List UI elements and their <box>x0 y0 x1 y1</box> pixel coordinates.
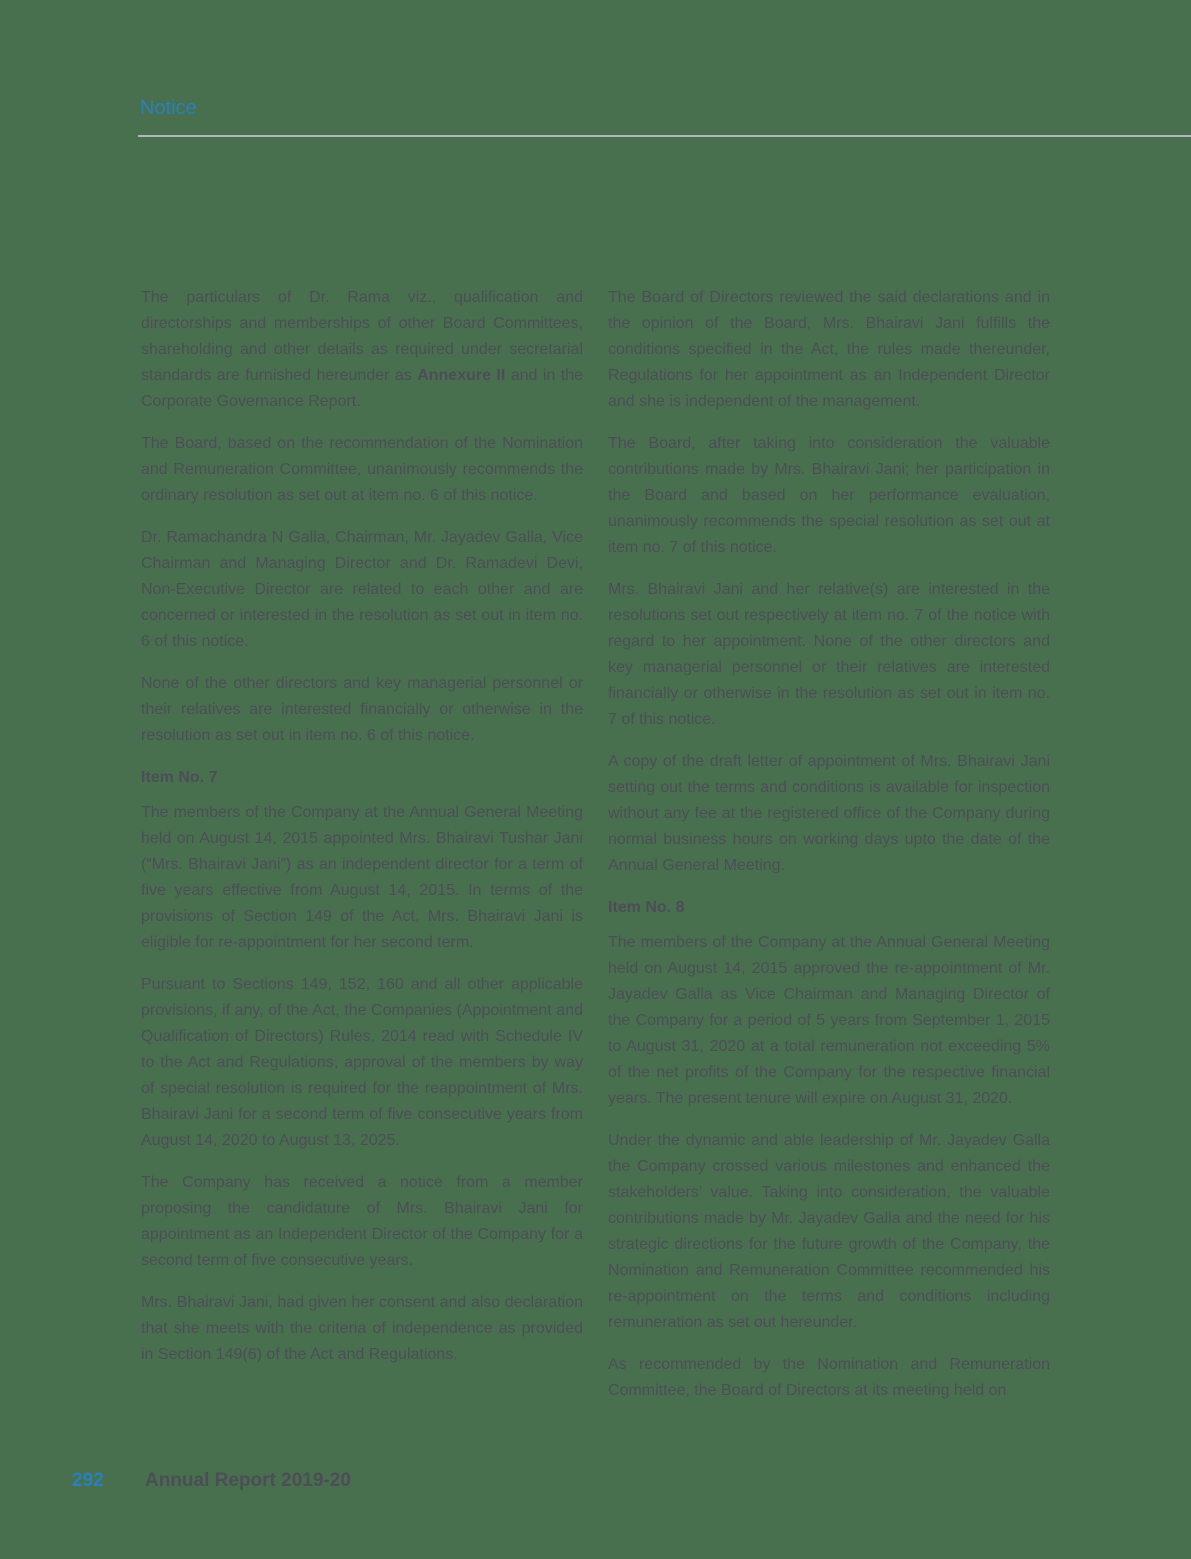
body-paragraph <box>141 800 583 956</box>
text-run: As recommended by the Nomination and Remuneration Committee, the Board of Directors at its meeting held on <box>608 1356 1050 1399</box>
text-run: Pursuant to Sections 149, 152, 160 and all other applicable provisions, if any, of the Act, the Companies (Appointment and Qualification of Directors) Rules, 2014 read with Schedule IV to the Act and Regulations, approval of the members by way of special resolution is required for the reappointment of Mrs. Bhairavi Jani for a second term of five consecutive years from August 14, 2020 to August 13, 2025. <box>141 976 583 1149</box>
text-run: Mrs. Bhairavi Jani and her relative(s) are interested in the resolutions set out respectively at item no. 7 of the notice with regard to her appointment. None of the other directors and key managerial personnel or their relatives are interested financially or otherwise in the resolution as set out in item no. 7 of this notice. <box>608 581 1050 728</box>
body-paragraph <box>141 431 583 509</box>
content-columns <box>141 285 1050 1420</box>
bold-text-run: Item No. 7 <box>141 769 218 786</box>
body-paragraph <box>608 1128 1050 1336</box>
body-paragraph <box>141 1170 583 1274</box>
right-column <box>608 285 1050 1420</box>
header-divider <box>138 135 1191 137</box>
text-run: and in the Corporate Governance Report. <box>141 367 584 410</box>
body-paragraph <box>608 285 1050 415</box>
body-paragraph <box>141 1290 583 1368</box>
bold-text-run: Annexure II <box>417 367 506 384</box>
text-run: None of the other directors and key managerial personnel or their relatives are interested financially or otherwise in the resolution as set out in item no. 6 of this notice. <box>141 675 583 744</box>
body-paragraph <box>141 525 583 655</box>
text-run: The particulars of Dr. Rama viz., qualification and directorships and memberships of other Board Committees, shareholding and other details as required under secretarial standards are furnished hereunder as <box>141 289 583 384</box>
text-run: The members of the Company at the Annual General Meeting held on August 14, 2015 approved the re-appointment of Mr. Jayadev Galla as Vice Chairman and Managing Director of the Company for a period of 5 years from September 1, 2015 to August 31, 2020 at a total remuneration not exceeding 5% of the net profits of the Company for the respective financial years. The present tenure will expire on August 31, 2020. <box>608 934 1050 1107</box>
item-heading <box>608 895 1050 921</box>
text-run: Under the dynamic and able leadership of Mr. Jayadev Galla the Company crossed various milestones and enhanced the stakeholders’ value. Taking into consideration, the valuable contributions made by Mr. Jayadev Galla and the need for his strategic directions for the future growth of the Company, the Nomination and Remuneration Committee recommended his re-appointment on the terms and conditions including remuneration as set out hereunder. <box>608 1132 1050 1331</box>
body-paragraph <box>141 972 583 1154</box>
body-paragraph <box>141 285 583 415</box>
text-run: The members of the Company at the Annual General Meeting held on August 14, 2015 appointed Mrs. Bhairavi Tushar Jani (“Mrs. Bhairavi Jani”) as an independent director for a term of five years effective from August 14, 2015. In terms of the provisions of Section 149 of the Act, Mrs. Bhairavi Jani is eligible for re-appointment for her second term. <box>141 804 583 951</box>
body-paragraph <box>608 1352 1050 1404</box>
text-run: Mrs. Bhairavi Jani, had given her consent and also declaration that she meets with the criteria of independence as provided in Section 149(6) of the Act and Regulations. <box>141 1294 583 1363</box>
left-column <box>141 285 583 1420</box>
text-run: A copy of the draft letter of appointment of Mrs. Bhairavi Jani setting out the terms and conditions is available for inspection without any fee at the registered office of the Company during normal business hours on working days upto the date of the Annual General Meeting. <box>608 753 1050 874</box>
body-paragraph <box>608 577 1050 733</box>
body-paragraph <box>608 930 1050 1112</box>
body-paragraph <box>141 671 583 749</box>
item-heading <box>141 765 583 791</box>
page-title: Notice <box>140 97 197 119</box>
text-run: The Board, based on the recommendation of the Nomination and Remuneration Committee, unanimously recommends the ordinary resolution as set out at item no. 6 of this notice. <box>141 435 583 504</box>
text-run: The Board, after taking into consideration the valuable contributions made by Mrs. Bhairavi Jani; her participation in the Board and based on her performance evaluation, unanimously recommends the special resolution as set out at item no. 7 of this notice. <box>608 435 1050 556</box>
bold-text-run: Item No. 8 <box>608 899 685 916</box>
text-run: The Company has received a notice from a member proposing the candidature of Mrs. Bhairavi Jani for appointment as an Independent Director of the Company for a second term of five consecutive years. <box>141 1174 583 1269</box>
text-run: Dr. Ramachandra N Galla, Chairman, Mr. Jayadev Galla, Vice Chairman and Managing Director and Dr. Ramadevi Devi, Non-Executive Director are related to each other and are concerned or interested in the resolution as set out in item no. 6 of this notice. <box>141 529 583 650</box>
footer-report-title: Annual Report 2019-20 <box>145 1470 351 1491</box>
body-paragraph <box>608 431 1050 561</box>
body-paragraph <box>608 749 1050 879</box>
page-number: 292 <box>72 1470 104 1491</box>
text-run: The Board of Directors reviewed the said declarations and in the opinion of the Board, Mrs. Bhairavi Jani fulfills the conditions specified in the Act, the rules made thereunder, Regulations for her appointment as an Independent Director and she is independent of the management. <box>608 289 1050 410</box>
